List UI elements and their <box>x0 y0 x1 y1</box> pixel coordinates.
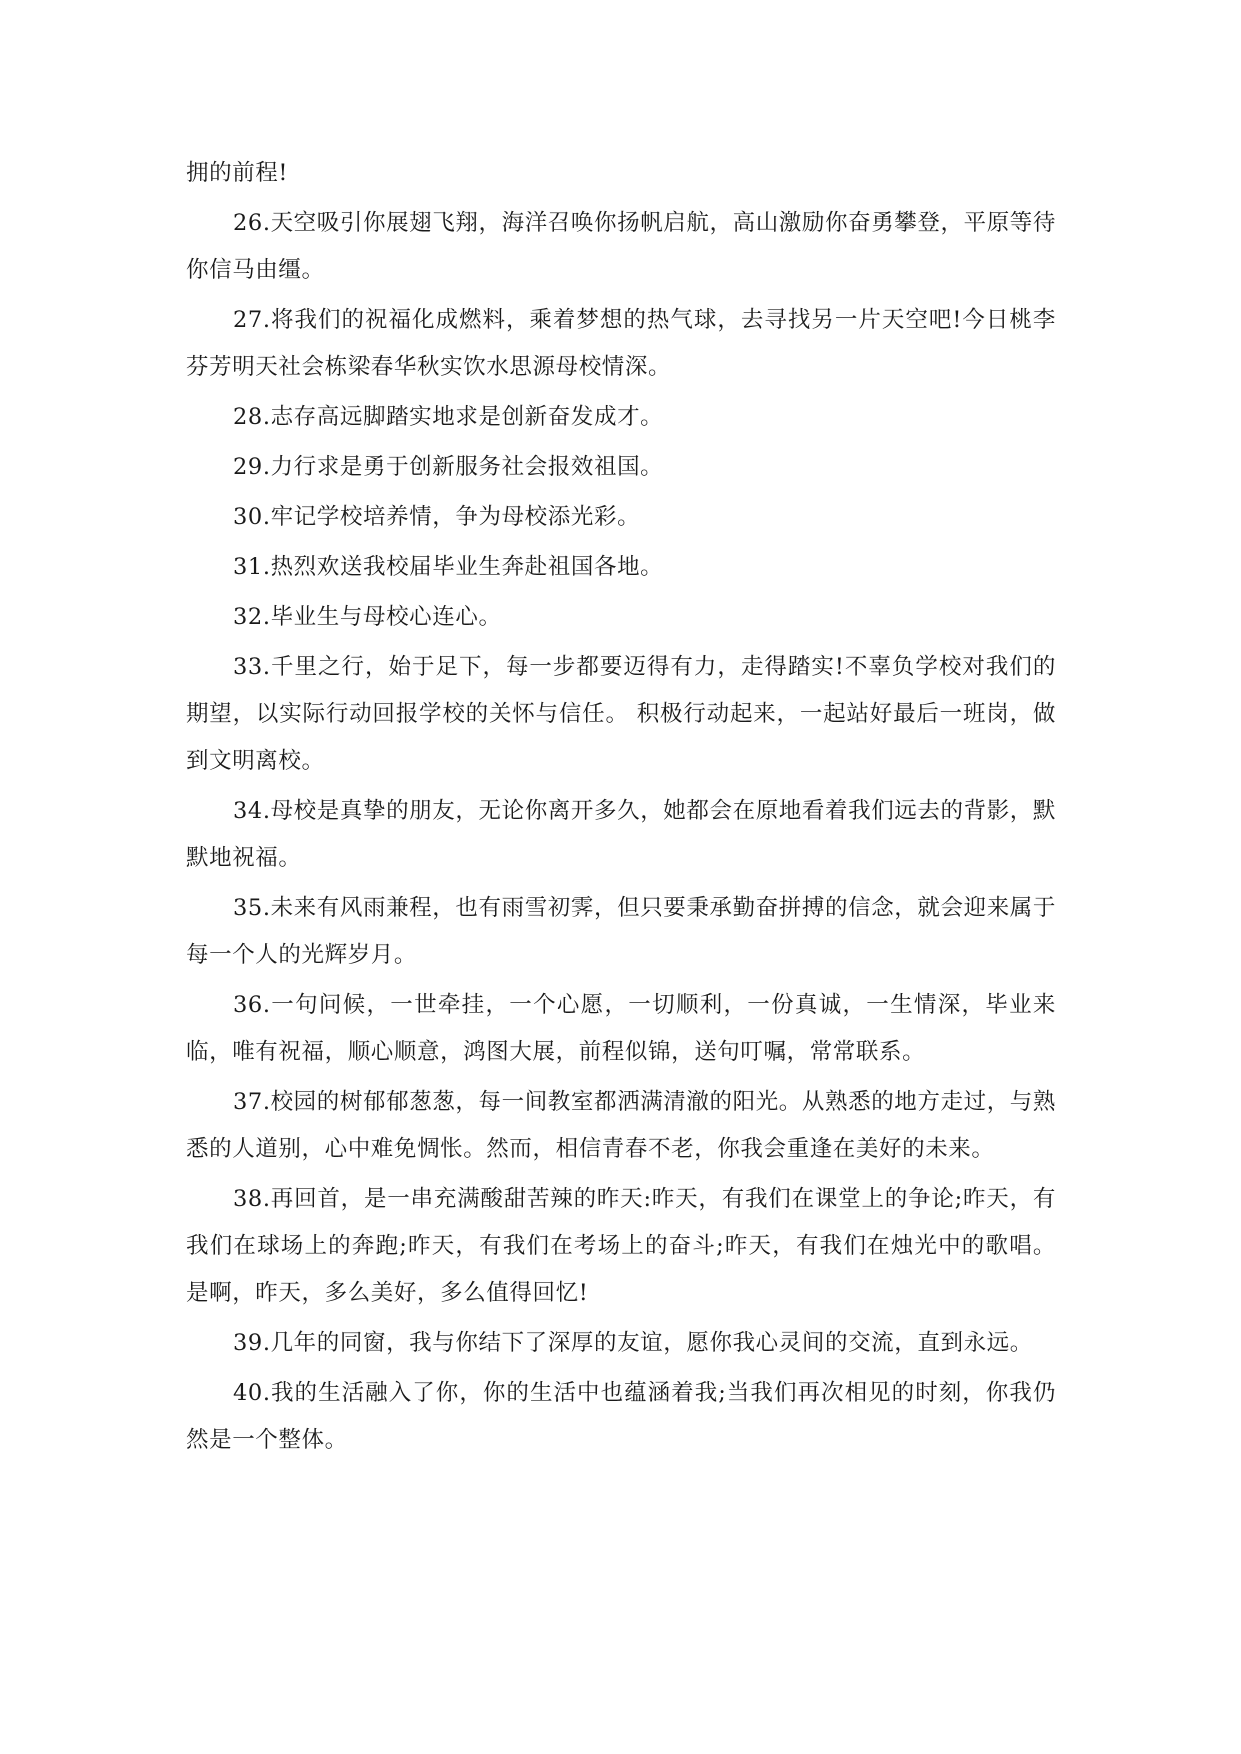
paragraph-item-29: 29.力行求是勇于创新服务社会报效祖国。 <box>233 454 664 480</box>
paragraph-item-30: 30.牢记学校培养情，争为母校添光彩。 <box>233 504 641 530</box>
paragraph-item-39: 39.几年的同窗，我与你结下了深厚的友谊，愿你我心灵间的交流，直到永远。 <box>233 1330 1033 1356</box>
paragraph-item-27: 27.将我们的祝福化成燃料，乘着梦想的热气球，去寻找另一片天空吧!今日桃李芬芳明天社会栋梁春华秋实饮水思源母校情深。 <box>186 307 1056 380</box>
paragraph-continuation: 拥的前程! <box>186 160 289 186</box>
paragraph-item-31: 31.热烈欢送我校届毕业生奔赴祖国各地。 <box>233 554 664 580</box>
paragraph-item-32: 32.毕业生与母校心连心。 <box>233 604 502 630</box>
paragraph-item-26: 26.天空吸引你展翅飞翔，海洋召唤你扬帆启航，高山激励你奋勇攀登，平原等待你信马由缰。 <box>186 210 1056 283</box>
document-body <box>186 150 1056 1467</box>
paragraph-item-36: 36.一句问候，一世牵挂，一个心愿，一切顺利，一份真诚，一生情深，毕业来临，唯有祝福，顺心顺意，鸿图大展，前程似锦，送句叮嘱，常常联系。 <box>186 992 1056 1065</box>
paragraph-item-35: 35.未来有风雨兼程，也有雨雪初霁，但只要秉承勤奋拼搏的信念，就会迎来属于每一个人的光辉岁月。 <box>186 895 1056 968</box>
paragraph-item-28: 28.志存高远脚踏实地求是创新奋发成才。 <box>233 404 664 430</box>
paragraph-item-37: 37.校园的树郁郁葱葱，每一间教室都洒满清澈的阳光。从熟悉的地方走过，与熟悉的人道别，心中难免惆怅。然而，相信青春不老，你我会重逢在美好的未来。 <box>186 1089 1056 1162</box>
paragraph-item-40: 40.我的生活融入了你，你的生活中也蕴涵着我;当我们再次相见的时刻，你我仍然是一个整体。 <box>186 1380 1056 1453</box>
paragraph-item-34: 34.母校是真挚的朋友，无论你离开多久，她都会在原地看着我们远去的背影，默默地祝福。 <box>186 798 1056 871</box>
paragraph-item-33: 33.千里之行，始于足下，每一步都要迈得有力，走得踏实!不辜负学校对我们的期望，以实际行动回报学校的关怀与信任。 积极行动起来，一起站好最后一班岗，做到文明离校。 <box>186 654 1056 774</box>
paragraph-item-38: 38.再回首，是一串充满酸甜苦辣的昨天:昨天，有我们在课堂上的争论;昨天，有我们在球场上的奔跑;昨天，有我们在考场上的奋斗;昨天，有我们在烛光中的歌唱。是啊，昨天，多么美好，多么值得回忆! <box>186 1186 1056 1306</box>
